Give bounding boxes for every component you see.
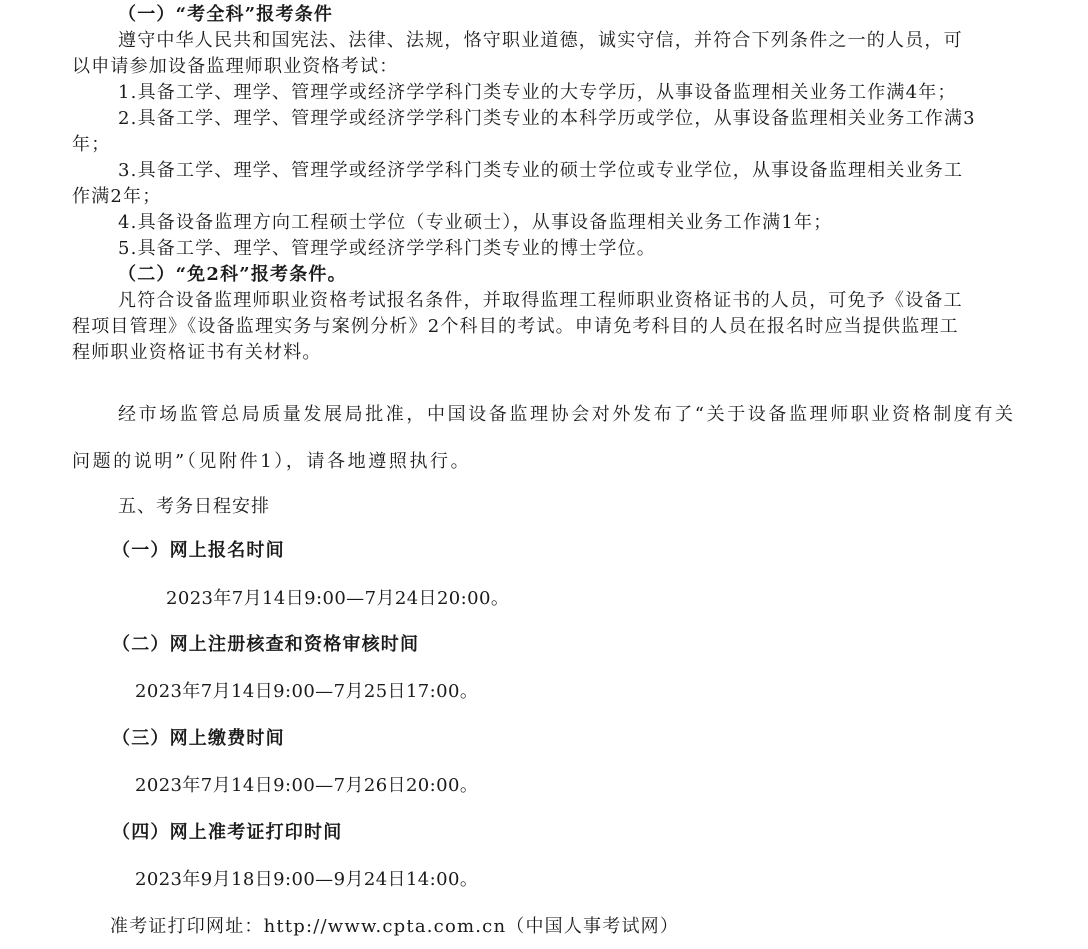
condition-item-1: 1.具备工学、理学、管理学或经济学学科门类专业的大专学历，从事设备监理相关业务工作满4年；	[118, 82, 957, 103]
exempt-paragraph-line: 程项目管理》《设备监理实务与案例分析》2个科目的考试。申请免考科目的人员在报名时应当提供监理工	[72, 316, 959, 337]
schedule-section-title: （三）网上缴费时间	[112, 728, 285, 749]
schedule-section-time: 2023年7月14日9:00—7月24日20:00。	[166, 588, 510, 609]
condition-item-2: 2.具备工学、理学、管理学或经济学学科门类专业的本科学历或学位，从事设备监理相关业务工作满3	[118, 108, 976, 129]
schedule-section-time: 2023年9月18日9:00—9月24日14:00。	[135, 869, 479, 890]
condition-item-3-continuation: 作满2年；	[72, 186, 162, 207]
exempt-paragraph-line: 程师职业资格证书有关材料。	[72, 342, 322, 363]
schedule-section-time: 2023年7月14日9:00—7月26日20:00。	[135, 775, 479, 796]
notice-paragraph-line: 问题的说明”（见附件1），请各地遵照执行。	[72, 451, 472, 472]
condition-item-3: 3.具备工学、理学、管理学或经济学学科门类专业的硕士学位或专业学位，从事设备监理相关业务工	[118, 160, 964, 181]
condition-item-5: 5.具备工学、理学、管理学或经济学学科门类专业的博士学位。	[118, 238, 656, 259]
full-subject-intro-line: 遵守中华人民共和国宪法、法律、法规，恪守职业道德，诚实守信，并符合下列条件之一的人员，可	[118, 30, 963, 51]
full-subject-intro-line: 以申请参加设备监理师职业资格考试：	[72, 56, 399, 77]
exempt-paragraph-line: 凡符合设备监理师职业资格考试报名条件，并取得监理工程师职业资格证书的人员，可免予《设备工	[118, 290, 963, 311]
schedule-section-title: （一）网上报名时间	[112, 540, 285, 561]
schedule-heading: 五、考务日程安排	[118, 496, 270, 517]
condition-item-2-continuation: 年；	[72, 134, 111, 155]
notice-paragraph-line: 经市场监管总局质量发展局批准，中国设备监理协会对外发布了“关于设备监理师职业资格制度有关	[118, 404, 1016, 425]
schedule-section-title: （二）网上注册核查和资格审核时间	[112, 634, 420, 655]
schedule-section-time: 2023年7月14日9:00—7月25日17:00。	[135, 681, 479, 702]
admission-ticket-url-line: 准考证打印网址：http://www.cpta.com.cn（中国人事考试网）	[110, 916, 680, 937]
exempt-heading: （二）“免2科”报考条件。	[118, 264, 347, 285]
full-subject-heading: （一）“考全科”报考条件	[118, 4, 334, 25]
condition-item-4: 4.具备设备监理方向工程硕士学位（专业硕士），从事设备监理相关业务工作满1年；	[118, 212, 833, 233]
schedule-section-title: （四）网上准考证打印时间	[112, 822, 343, 843]
